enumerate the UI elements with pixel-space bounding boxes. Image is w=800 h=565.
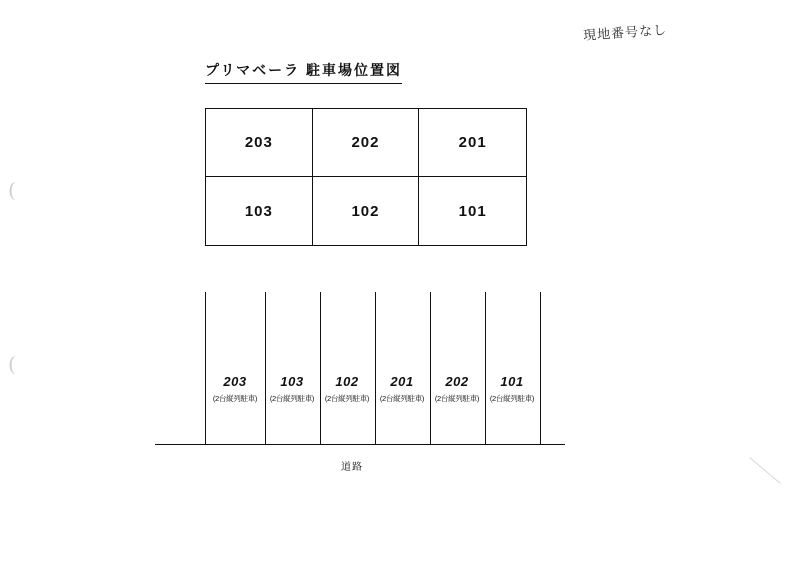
room-cell: 202 [313, 109, 420, 177]
stall-label: 103 [280, 374, 304, 389]
scan-artifact-left-upper: ( [8, 178, 16, 202]
stall-divider [320, 292, 321, 444]
stall-divider [540, 292, 541, 444]
road-edge-line [155, 444, 565, 445]
stall-note: (2台縦列駐車) [324, 394, 370, 403]
stall-divider [375, 292, 376, 444]
stall-note: (2台縦列駐車) [434, 394, 480, 403]
stall-note: (2台縦列駐車) [212, 394, 258, 403]
room-cell: 201 [419, 109, 526, 177]
stall-label: 201 [390, 374, 414, 389]
room-cell: 103 [206, 177, 313, 245]
room-cell: 203 [206, 109, 313, 177]
scan-artifact-corner [749, 457, 780, 483]
road-label: 道路 [341, 462, 363, 473]
scan-artifact-left-lower: ( [8, 352, 16, 376]
stall-divider [430, 292, 431, 444]
room-grid [205, 108, 527, 246]
stall-divider [205, 292, 206, 444]
handwritten-note: 現地番号なし [582, 23, 668, 44]
parking-lot-diagram [155, 292, 565, 473]
room-cell: 102 [313, 177, 420, 245]
stall-label: 102 [335, 374, 359, 389]
stall-note: (2台縦列駐車) [269, 394, 315, 403]
stall-note: (2台縦列駐車) [489, 394, 535, 403]
stall-label: 203 [223, 374, 247, 389]
stall-label: 202 [445, 374, 469, 389]
stall-label: 101 [500, 374, 524, 389]
stall-divider [265, 292, 266, 444]
page-title: プリマベーラ 駐車場位置図 [205, 60, 402, 84]
stall-divider [485, 292, 486, 444]
room-cell: 101 [458, 202, 487, 220]
stall-note: (2台縦列駐車) [379, 394, 425, 403]
